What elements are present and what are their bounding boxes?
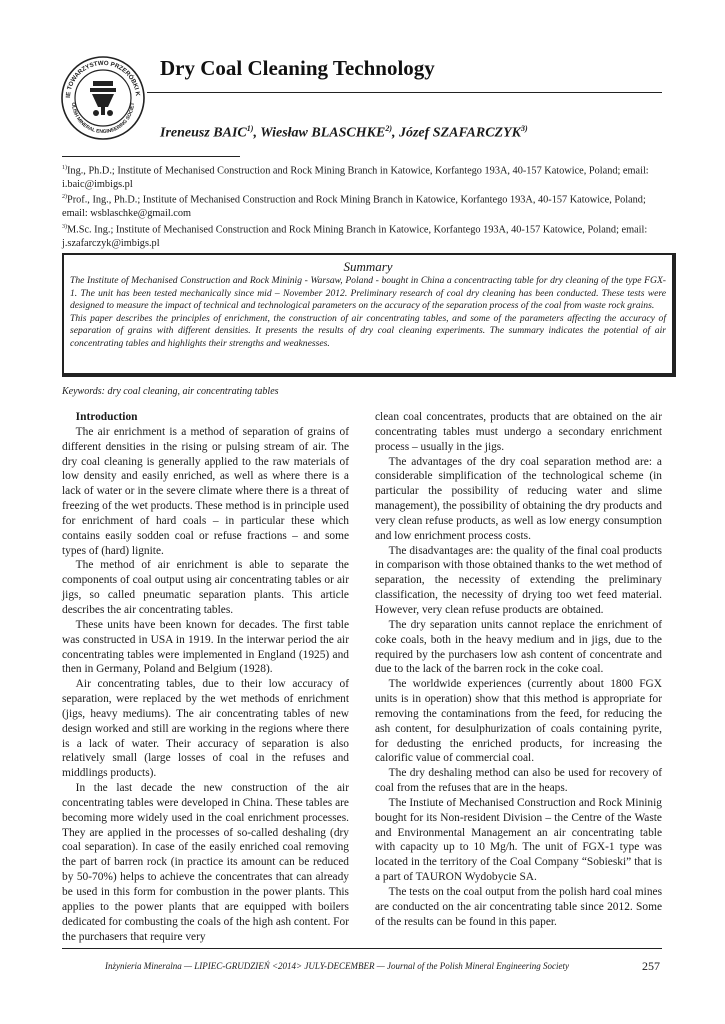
affiliation-item: $^{3)}$M.Sc. Ing.; Institute of Mechanised Construction and Rock Mining Branch in Katowice, Korfantego 193A, 40-157 Katowice, Poland; email: j.szafarczyk@imbigs.pl (62, 223, 648, 249)
body-paragraph: The tests on the coal output from the polish hard coal mines are conducted on the air concentrating table since 2012. Some of the results can be found in this paper. (375, 886, 662, 928)
body-paragraph: The disadvantages are: the quality of the final coal products in comparison with those obtained thanks to the wet method of separation, the necessity of extending the preliminary classification, the necessity of drying too wet feed material. However, very clean refuse products are obtained. (375, 544, 662, 616)
journal-footer: Inżynieria Mineralna — LIPIEC-GRUDZIEŃ <2014> JULY-DECEMBER — Journal of the Polish Mineral Engineering Society (105, 961, 569, 971)
page-number: 257 (642, 959, 660, 973)
body-paragraph: In the last decade the new construction of the air concentrating tables were developed in China. These tables are becoming more widely used in the coal enrichment processes. They are applied in the processes of so-called deshaling (dry coal separation). In case of the easily enriched coal removing the part of barren rock (in practice its amount can be reduced by 50-70%) helps to achieve the concentrates that can already be used in this form for combustion in the power plants. This applies to the power plants that are equipped with boilers dedicated for combusting the coals of the high ash content. For the purchasers that require very (62, 782, 349, 943)
left-column (62, 410, 349, 944)
society-seal-icon (60, 55, 146, 141)
body-paragraph: The worldwide experiences (currently about 1800 FGX units is in operation) show that this method is appropriate for removing the contaminations from the feed, for reducing the ash content, for desulphurization of coals containing pyrite, for dedusting the enriched products, for increasing the calorific value of commercial coal. (375, 678, 662, 765)
logo-ring-text: IE TOWARZYSTWO PRZERÓBKI K (64, 59, 141, 98)
page-title: Dry Coal Cleaning Technology (160, 56, 435, 80)
section-heading: Introduction (75, 411, 138, 423)
body-paragraph: These units have been known for decades. The first table was constructed in USA in 1919. In the interwar period the air concentrating tables were implemented in England (1925) and then in Germany, Poland and Belgium (1928). (62, 618, 349, 676)
keywords: Keywords: dry coal cleaning, air concentrating tables (62, 386, 279, 397)
body-paragraph: The dry deshaling method can also be used for recovery of coal from the refuses that are in the heaps. (375, 767, 662, 795)
body-paragraph: The advantages of the dry coal separation method are: a considerable simplification of the technological scheme (in particular the possibility of reducing water and slime management), the possibility of obtaining the dry products and very clean refuse products, as well as low energy consumption and low enrichment process costs. (375, 455, 662, 542)
author-name: Ireneusz BAIC (160, 125, 247, 141)
author-sup: 1) (246, 124, 254, 133)
body-paragraph: The Instiute of Mechanised Construction and Rock Mininig bought for its Non-resident Division – the Centre of the Waste and Environmental Management an air concentrating table with capacity up to 10 Mg/h. The unit of FGX-1 type was located in the territory of the Coal Company “Sobieski” that is a part of TAURON Wydobycie SA. (375, 796, 662, 884)
author-name: Wiesław BLASCHKE (260, 125, 386, 141)
summary-title: Summary (343, 259, 393, 274)
summary-box (62, 253, 676, 377)
author-sup: 3) (521, 124, 528, 133)
title-divider (147, 92, 662, 93)
body-paragraph: The air enrichment is a method of separation of grains of different densities in the rising or pulsing stream of air. The dry coal cleaning is generally applied to the raw materials of low density and easily enriched, as well as where there is a lack of water or in the severe climate where there is a threat of freezing of the wet products. These method is in principle used for enrichment of hard coals – in particular these which contains easily sodden coal or refuse fractions – and some types of (hard) lignite. (62, 425, 349, 557)
footer-divider (62, 948, 662, 949)
author-sup: 2) (385, 124, 392, 133)
right-column (375, 410, 662, 930)
affiliation-divider (62, 156, 240, 157)
author-name: Józef SZAFARCZYK (398, 125, 521, 141)
affiliation-item: $^{1)}$Ing., Ph.D.; Institute of Mechanised Construction and Rock Mining Branch in Katowice, Korfantego 193A, 40-157 Katowice, Poland; email: i.baic@imbigs.pl (62, 165, 649, 190)
logo-bottom-text: OLISH MINERAL ENGINEERING SOCIET (69, 102, 137, 136)
body-paragraph: The method of air enrichment is able to separate the components of coal output using air concentrating tables or air jigs, so called pneumatic separation plants. This article describes the air concentrating tables. (62, 559, 349, 616)
summary-paragraph: This paper describes the principles of enrichment, the construction of air concentrating tables, and some of the parameters affecting the accuracy of separation of grains with different densities. It presents the results of dry coal cleaning experiments. The summary indicates the potential of air concentrating tables and highlights their strengths and weaknesses. (70, 312, 666, 349)
body-paragraph: The dry separation units cannot replace the enrichment of coke coals, both in the heavy medium and in jigs, due to the required by the purchasers low ash content of concentrate and due to the lack of the barren rock in the coke coal. (375, 618, 662, 676)
body-paragraph: clean coal concentrates, products that are obtained on the air concentrating tables must undergo a secondary enrichment process – usually in the jigs. (375, 411, 662, 453)
summary-paragraph: The Institute of Mechanised Construction and Rock Mininig - Warsaw, Poland - bought in China a concentracting table for dry cleaning of the type FGX-1. The unit has been tested mechanically since mid – November 2012. Preliminary research of coal dry cleaning has been conducted. These tests were designed to measure the impact of technical and technological parameters on the accuracy of the separation process of the coal from waste rock grains. (70, 275, 666, 311)
affiliation-item: $^{2)}$Prof., Ing., Ph.D.; Institute of Mechanised Construction and Rock Mining Branch in Katowice, Korfantego 193A, 40-157 Katowice, Poland; email: wsblaschke@gmail.com (62, 194, 646, 220)
affiliations (62, 162, 662, 250)
author-line: Ireneusz BAIC$^{1)}$, Wiesław BLASCHKE$^{2)}$, Józef SZAFARCZYK$^{3)}$ (160, 124, 528, 141)
summary-text (70, 275, 666, 350)
body-paragraph: Air concentrating tables, due to their low accuracy of separation, were replaced by the wet methods of enrichment (jigs, heavy mediums). The air concentrating tables of new design worked and still are working in the regions where there is a lack of water. Their accuracy of separation is also relatively small (large losses of coal in the refuses and middlings products). (62, 678, 349, 780)
